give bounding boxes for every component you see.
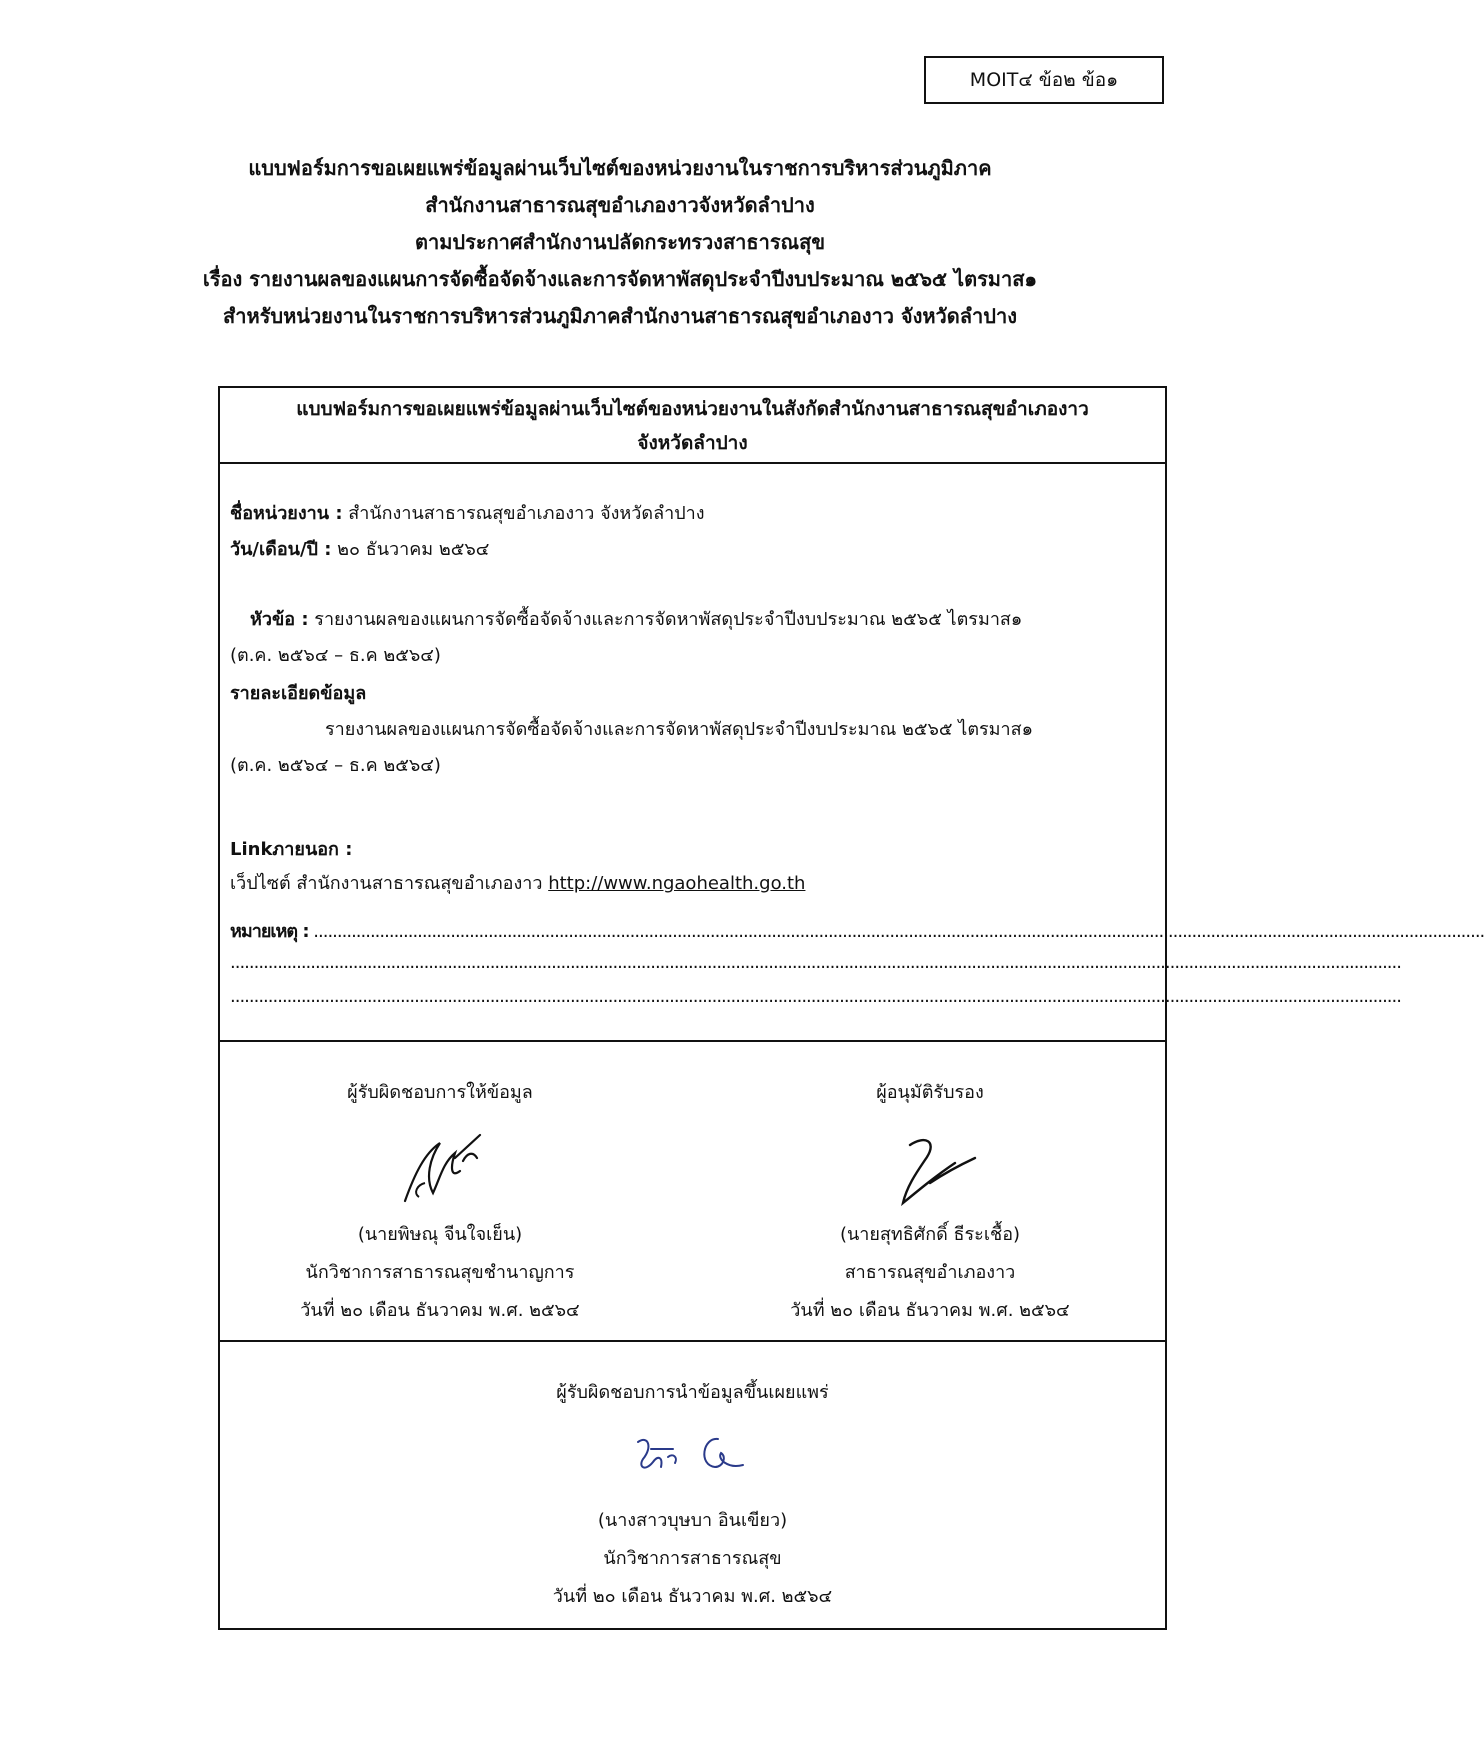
- detail-line-1: รายงานผลของแผนการจัดซื้อจัดจ้างและการจัดหาพัสดุประจำปีงบประมาณ ๒๕๖๕ ไตรมาส๑: [325, 719, 1034, 740]
- header-line-3: ตามประกาศสำนักงานปลัดกระทรวงสาธารณสุข: [414, 230, 825, 254]
- header-line-1: แบบฟอร์มการขอเผยแพร่ข้อมูลผ่านเว็บไซต์ของหน่วยงานในราชการบริหารส่วนภูมิภาค: [248, 156, 992, 180]
- document-code: MOIT๔ ข้อ๒ ข้อ๑: [969, 69, 1119, 91]
- publisher-role: ผู้รับผิดชอบการนำข้อมูลขึ้นเผยแพร่: [556, 1382, 829, 1403]
- header-line-4: เรื่อง รายงานผลของแผนการจัดซื้อจัดจ้างและการจัดหาพัสดุประจำปีงบประมาณ ๒๕๖๕ ไตรมาส๑: [202, 267, 1038, 291]
- agency-label: ชื่อหน่วยงาน :: [230, 503, 343, 524]
- note-dots-2: ........................................................................................................................................................................................................................................................: [230, 952, 1401, 973]
- date-label: วัน/เดือน/ปี :: [230, 539, 332, 560]
- signature-left-image: [260, 1120, 620, 1216]
- date-row: [230, 534, 489, 563]
- form-title-line-2: จังหวัดลำปาง: [637, 432, 748, 454]
- agency-row: [230, 498, 705, 527]
- topic-label: หัวข้อ :: [250, 609, 309, 630]
- note-dots-3: ........................................................................................................................................................................................................................................................: [230, 986, 1401, 1007]
- topic-value: รายงานผลของแผนการจัดซื้อจัดจ้างและการจัดหาพัสดุประจำปีงบประมาณ ๒๕๖๕ ไตรมาส๑: [308, 609, 1023, 630]
- signature-section: [220, 1040, 1165, 1342]
- detail-line-2: (ต.ค. ๒๕๖๔ – ธ.ค ๒๕๖๔): [230, 755, 441, 776]
- topic-row: [250, 604, 1022, 633]
- date-value: ๒๐ ธันวาคม ๒๕๖๔: [331, 539, 490, 560]
- signature-publisher-image: [220, 1412, 1165, 1502]
- detail-label: รายละเอียดข้อมูล: [230, 683, 367, 704]
- publication-form: [218, 386, 1484, 1630]
- header-line-5: สำหรับหน่วยงานในราชการบริหารส่วนภูมิภาคสำนักงานสาธารณสุขอำเภองาว จังหวัดลำปาง: [223, 304, 1017, 328]
- left-signer-date: วันที่ ๒๐ เดือน ธันวาคม พ.ศ. ๒๕๖๔: [300, 1300, 580, 1321]
- signature-block-publisher: [220, 1374, 1165, 1616]
- agency-value: สำนักงานสาธารณสุขอำเภองาว จังหวัดลำปาง: [342, 503, 705, 524]
- website-link[interactable]: http://www.ngaohealth.go.th: [548, 873, 806, 894]
- right-signer-date: วันที่ ๒๐ เดือน ธันวาคม พ.ศ. ๒๕๖๔: [790, 1300, 1070, 1321]
- right-signer-role: ผู้อนุมัติรับรอง: [876, 1082, 984, 1103]
- publisher-section: [220, 1342, 1165, 1632]
- link-label: Linkภายนอก :: [230, 839, 353, 860]
- right-signer-name: (นายสุทธิศักดิ์ ธีระเชื้อ): [839, 1224, 1021, 1245]
- left-signer-role: ผู้รับผิดชอบการให้ข้อมูล: [347, 1082, 533, 1103]
- signature-right-image: [740, 1120, 1120, 1216]
- note-row: [230, 916, 1484, 945]
- signature-block-left: [260, 1074, 620, 1330]
- publisher-date: วันที่ ๒๐ เดือน ธันวาคม พ.ศ. ๒๕๖๔: [552, 1586, 833, 1607]
- signature-block-right: [740, 1074, 1120, 1330]
- form-title: [220, 388, 1165, 464]
- publisher-name: (นางสาวบุษบา อินเขียว): [597, 1510, 788, 1531]
- note-dots-1: ........................................................................................................................................................................................................................................................: [313, 921, 1484, 942]
- left-signer-name: (นายพิษณุ จีนใจเย็น): [357, 1224, 523, 1245]
- note-label: หมายเหตุ :: [230, 921, 309, 942]
- right-signer-position: สาธารณสุขอำเภองาว: [844, 1262, 1016, 1283]
- document-header: [0, 150, 1240, 335]
- form-title-line-1: แบบฟอร์มการขอเผยแพร่ข้อมูลผ่านเว็บไซต์ของหน่วยงานในสังกัดสำนักงานสาธารณสุขอำเภองาว: [296, 398, 1089, 420]
- link-prefix: เว็ปไซต์ สำนักงานสาธารณสุขอำเภองาว: [230, 873, 549, 894]
- document-code-box: [924, 56, 1164, 104]
- publisher-position: นักวิชาการสาธารณสุข: [603, 1548, 782, 1569]
- header-line-2: สำนักงานสาธารณสุขอำเภองาวจังหวัดลำปาง: [425, 193, 815, 217]
- topic-value-line-2: (ต.ค. ๒๕๖๔ – ธ.ค ๒๕๖๔): [230, 645, 441, 666]
- link-row: [230, 868, 805, 897]
- left-signer-position: นักวิชาการสาธารณสุขชำนาญการ: [305, 1262, 575, 1283]
